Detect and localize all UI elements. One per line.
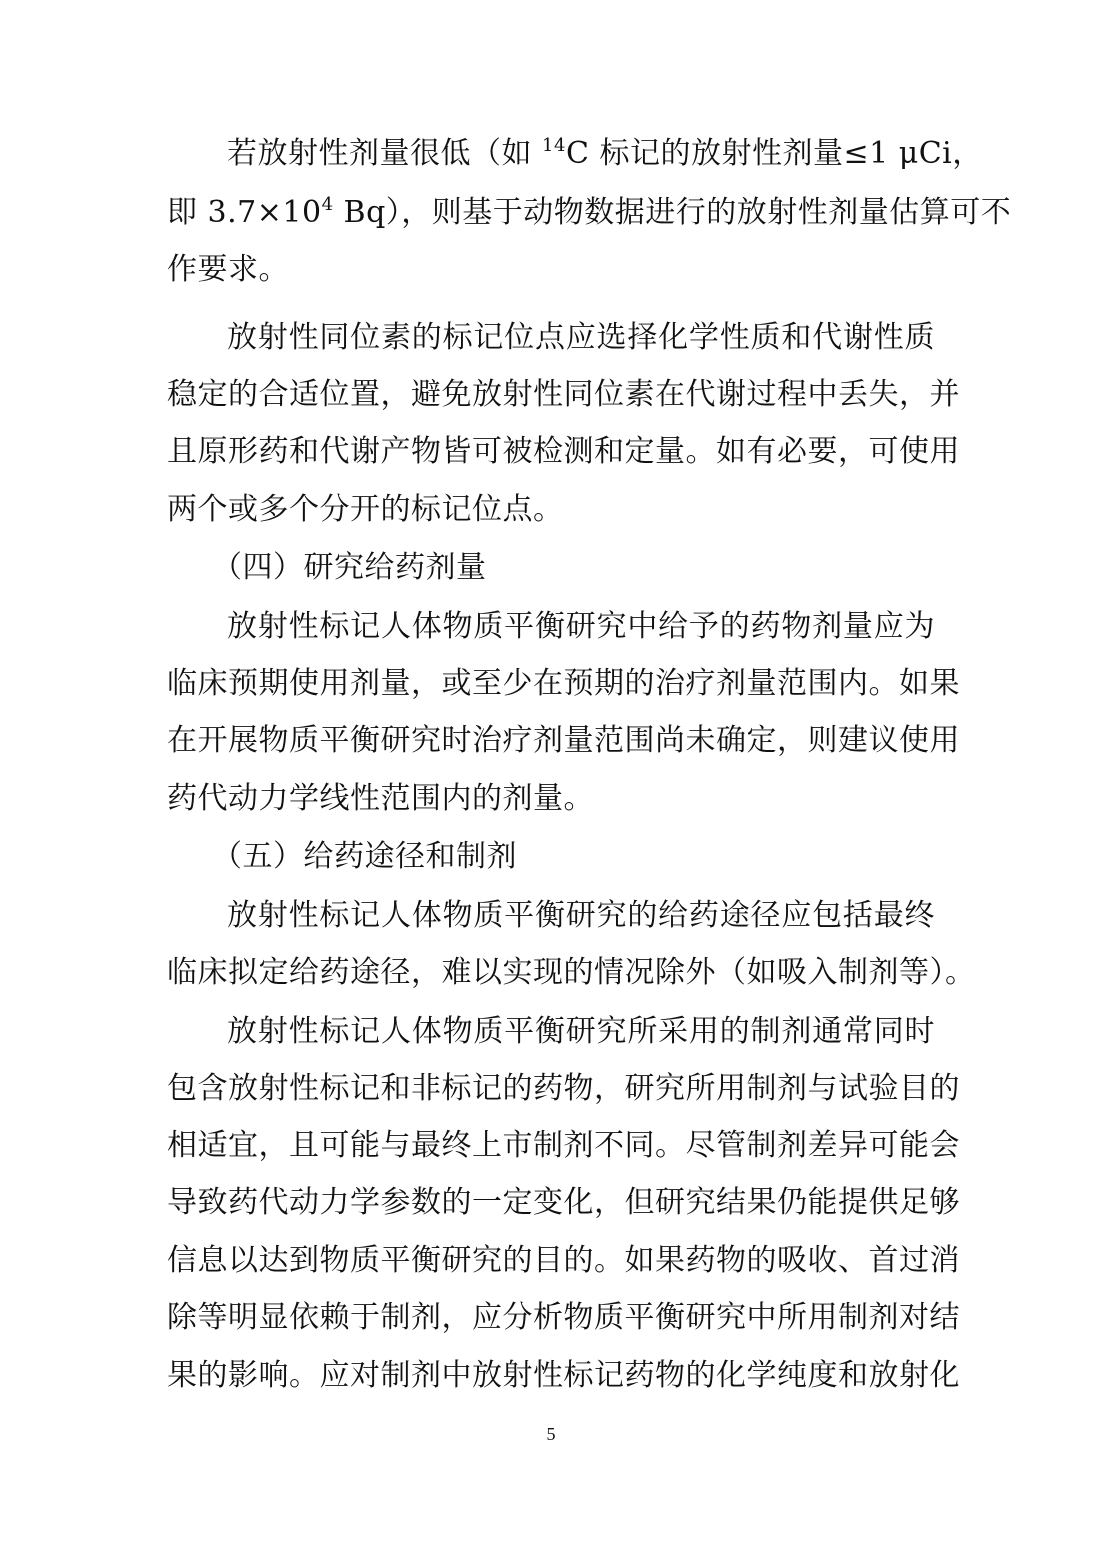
text-line: 信息以达到物质平衡研究的目的。如果药物的吸收、首过消 bbox=[167, 1243, 960, 1278]
section-heading: （四）研究给药剂量 bbox=[212, 550, 487, 585]
text-line: 放射性标记人体物质平衡研究所采用的制剂通常同时 bbox=[227, 1014, 935, 1049]
section-heading: （五）给药途径和制剂 bbox=[212, 839, 517, 874]
text-line: 放射性标记人体物质平衡研究中给予的药物剂量应为 bbox=[227, 609, 935, 644]
text-line: 包含放射性标记和非标记的药物，研究所用制剂与试验目的 bbox=[167, 1071, 960, 1106]
superscript: 14 bbox=[542, 135, 566, 156]
page-number: 5 bbox=[546, 1424, 556, 1444]
text-line: 临床预期使用剂量，或至少在预期的治疗剂量范围内。如果 bbox=[167, 666, 960, 701]
text-line: 导致药代动力学参数的一定变化，但研究结果仍能提供足够 bbox=[167, 1185, 960, 1220]
text-line: 药代动力学线性范围内的剂量。 bbox=[167, 781, 594, 816]
text-line: 即 $3.7\times 10^4$ Bq），则基于动物数据进行的放射性剂量估算可不 bbox=[167, 194, 1012, 230]
text-line: 两个或多个分开的标记位点。 bbox=[167, 492, 564, 527]
text-line: 临床拟定给药途径，难以实现的情况除外（如吸入制剂等）。 bbox=[167, 955, 976, 990]
text-line: 且原形药和代谢产物皆可被检测和定量。如有必要，可使用 bbox=[167, 434, 960, 469]
text-line: 若放射性剂量很低（如 $^{14}$C 标记的放射性剂量≤1 μCi， bbox=[227, 135, 983, 171]
superscript: 4 bbox=[321, 194, 334, 215]
text-line: 放射性标记人体物质平衡研究的给药途径应包括最终 bbox=[227, 898, 935, 933]
text-line: 放射性同位素的标记位点应选择化学性质和代谢性质 bbox=[227, 320, 935, 355]
text-line: 果的影响。应对制剂中放射性标记药物的化学纯度和放射化 bbox=[167, 1358, 960, 1393]
text-line: 稳定的合适位置，避免放射性同位素在代谢过程中丢失，并 bbox=[167, 377, 960, 412]
text-line: 作要求。 bbox=[167, 252, 289, 287]
text-line: 除等明显依赖于制剂，应分析物质平衡研究中所用制剂对结 bbox=[167, 1300, 960, 1335]
text-line: 相适宜，且可能与最终上市制剂不同。尽管制剂差异可能会 bbox=[167, 1128, 960, 1163]
text-line: 在开展物质平衡研究时治疗剂量范围尚未确定，则建议使用 bbox=[167, 723, 960, 758]
